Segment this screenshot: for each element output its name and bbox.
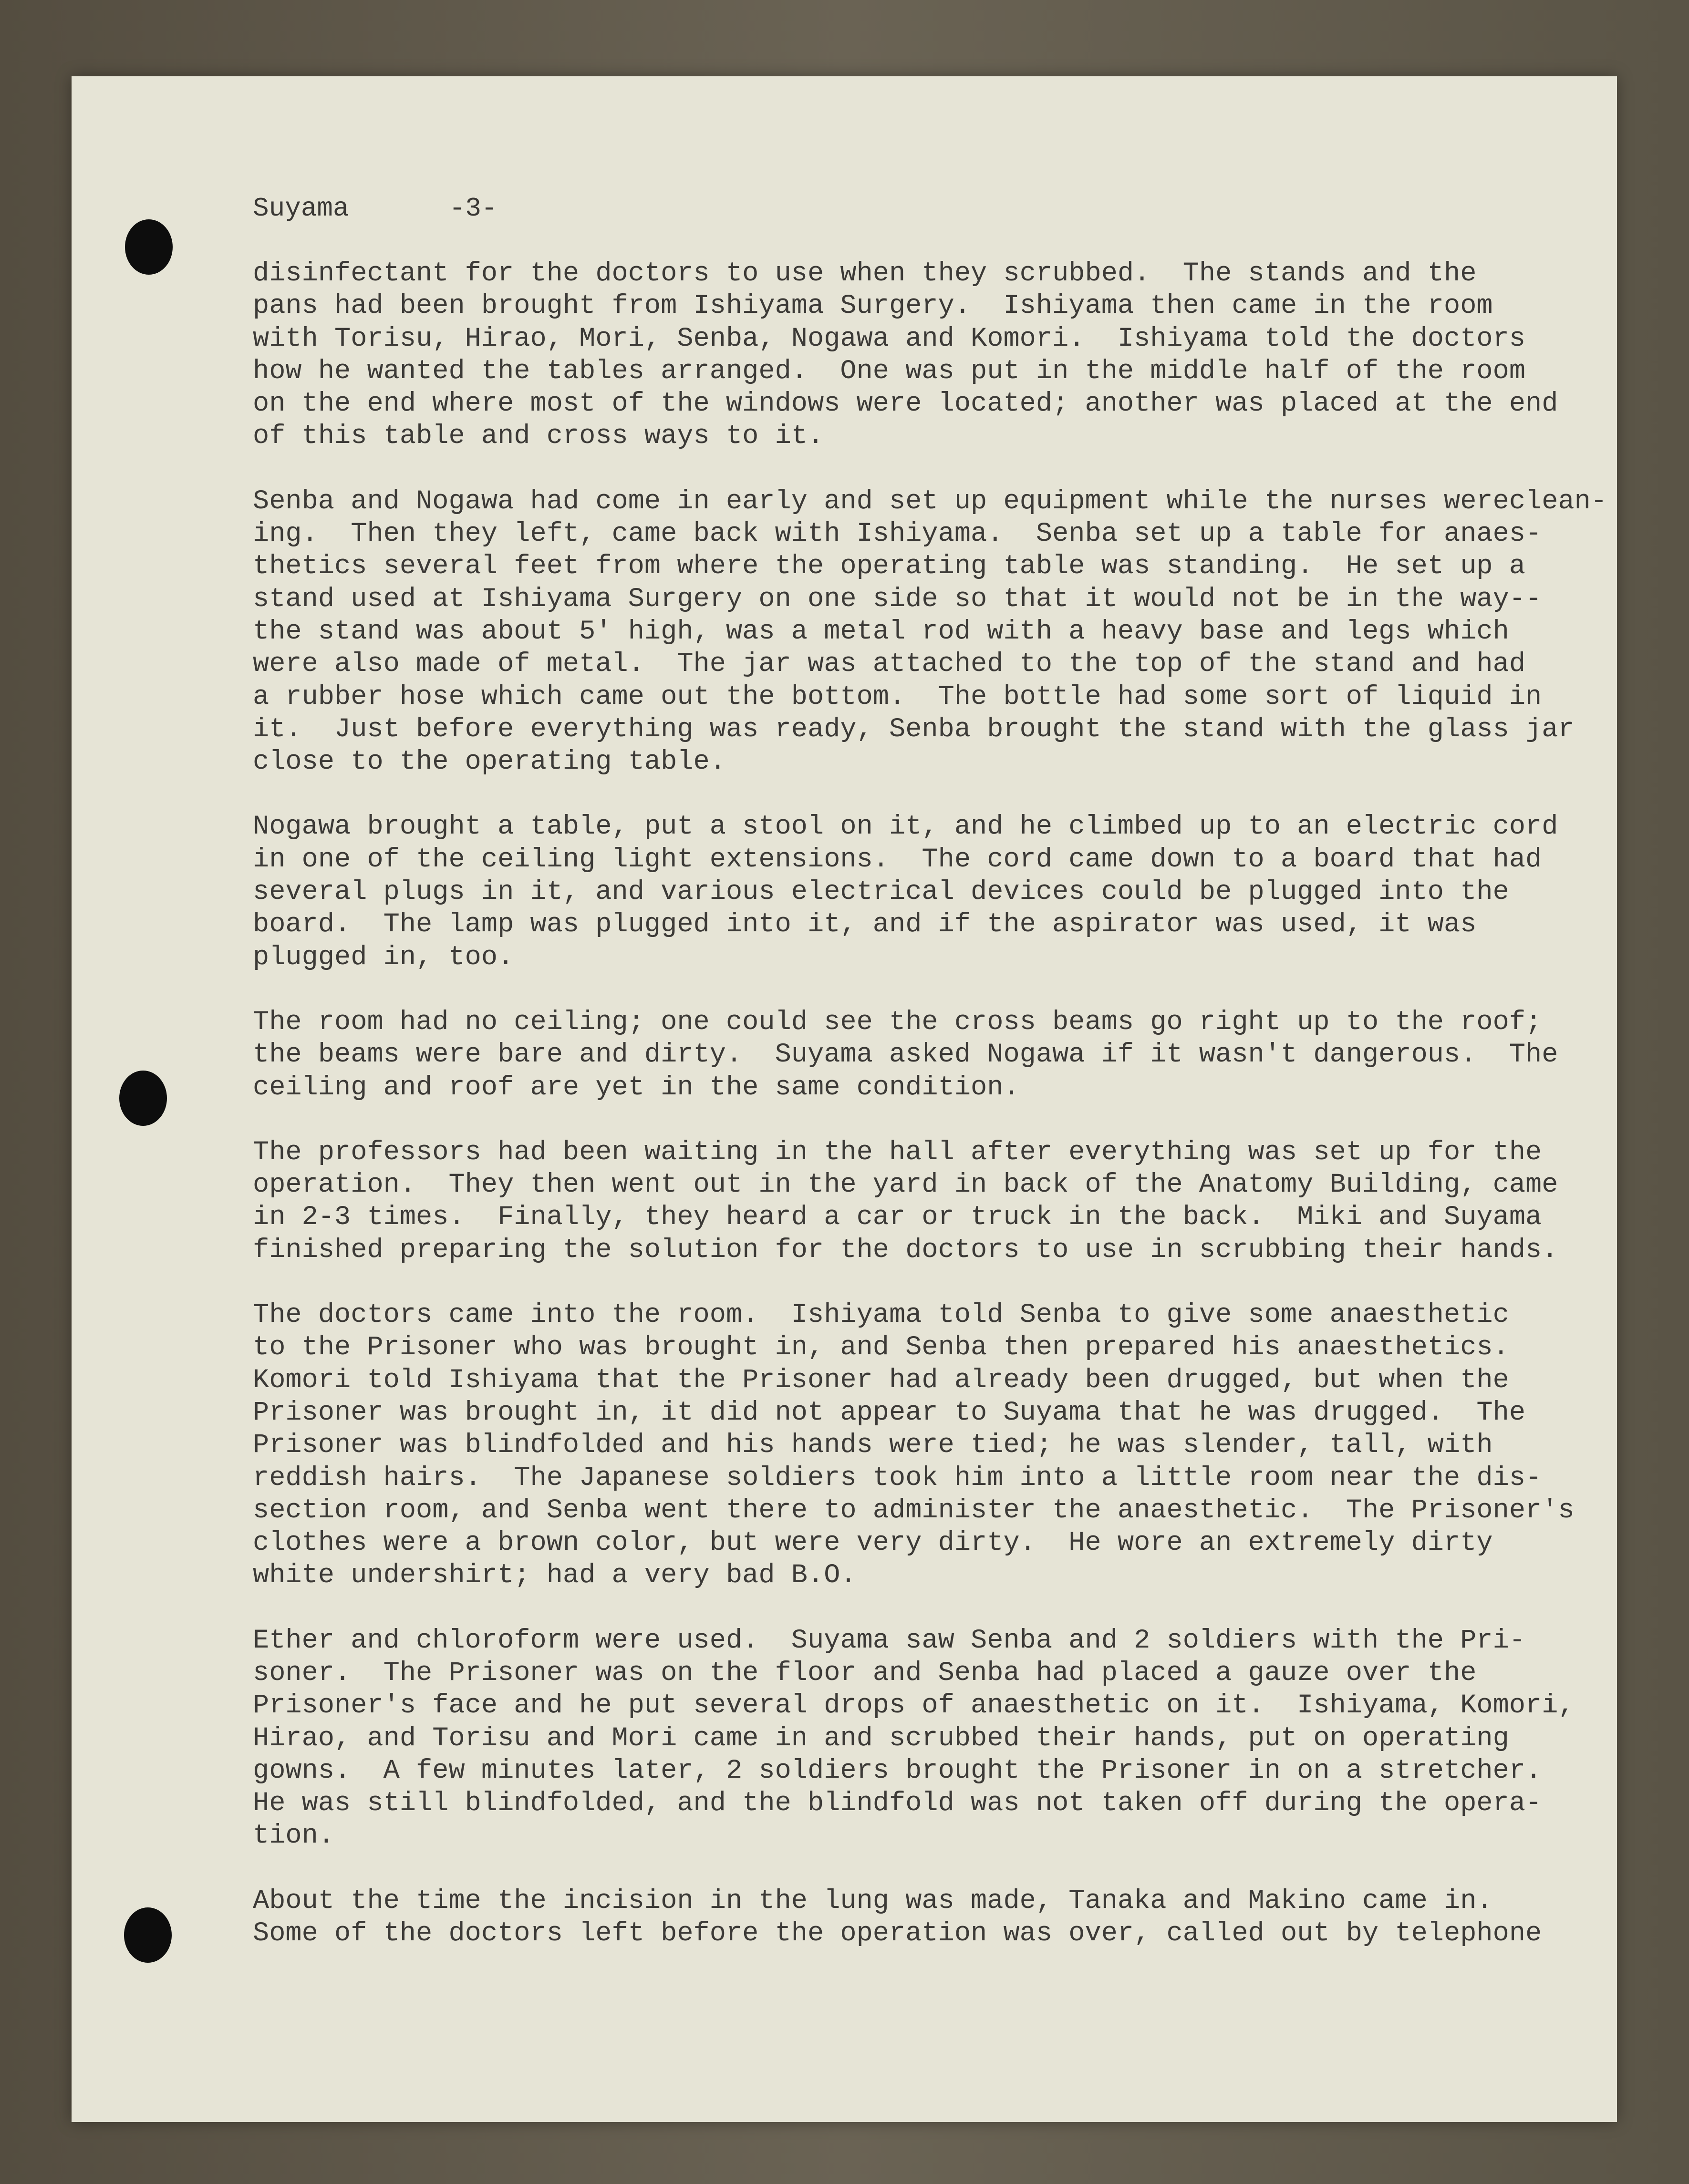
text-line: how he wanted the tables arranged. One was put in the middle half of the room xyxy=(253,356,1526,387)
text-line: soner. The Prisoner was on the floor and Senba had placed a gauze over the xyxy=(253,1658,1477,1689)
paragraph xyxy=(253,485,1636,779)
text-line: with Torisu, Hirao, Mori, Senba, Nogawa and Komori. Ishiyama told the doctors xyxy=(253,323,1526,354)
text-line: thetics several feet from where the operating table was standing. He set up a xyxy=(253,551,1526,582)
text-line: Some of the doctors left before the operation was over, called out by telephone xyxy=(253,1918,1542,1949)
punch-hole-bottom xyxy=(124,1907,172,1963)
text-line: plugged in, too. xyxy=(253,942,514,973)
text-line: The professors had been waiting in the hall after everything was set up for the xyxy=(253,1137,1542,1168)
text-line: Senba and Nogawa had come in early and set up equipment while the nurses wereclean- xyxy=(253,486,1607,517)
text-line: finished preparing the solution for the doctors to use in scrubbing their hands. xyxy=(253,1235,1558,1266)
paragraph xyxy=(253,1625,1636,1853)
text-line: The room had no ceiling; one could see the cross beams go right up to the roof; xyxy=(253,1007,1542,1038)
paragraph xyxy=(253,811,1636,973)
punch-hole-middle xyxy=(119,1071,167,1126)
text-line: tion. xyxy=(253,1821,335,1852)
text-line: disinfectant for the doctors to use when they scrubbed. The stands and the xyxy=(253,258,1477,289)
punch-hole-top xyxy=(125,219,173,275)
text-line: ceiling and roof are yet in the same condition. xyxy=(253,1072,1020,1103)
text-line: Prisoner was blindfolded and his hands were tied; he was slender, tall, with xyxy=(253,1430,1493,1461)
text-line: The doctors came into the room. Ishiyama told Senba to give some anaesthetic xyxy=(253,1300,1509,1331)
text-line: reddish hairs. The Japanese soldiers took him into a little room near the dis- xyxy=(253,1463,1542,1494)
text-line: gowns. A few minutes later, 2 soldiers brought the Prisoner in on a stretcher. xyxy=(253,1755,1542,1786)
text-line: the beams were bare and dirty. Suyama asked Nogawa if it wasn't dangerous. The xyxy=(253,1040,1558,1071)
text-line: stand used at Ishiyama Surgery on one side so that it would not be in the way-- xyxy=(253,584,1542,615)
text-line: in 2-3 times. Finally, they heard a car or truck in the back. Miki and Suyama xyxy=(253,1202,1542,1233)
text-line: on the end where most of the windows were located; another was placed at the end xyxy=(253,389,1558,420)
text-line: board. The lamp was plugged into it, and if the aspirator was used, it was xyxy=(253,909,1477,940)
text-line: Ether and chloroform were used. Suyama saw Senba and 2 soldiers with the Pri- xyxy=(253,1625,1526,1656)
page-header xyxy=(253,193,497,224)
page-number: -3- xyxy=(449,193,497,224)
text-line: clothes were a brown color, but were very dirty. He wore an extremely dirty xyxy=(253,1528,1493,1559)
text-line: it. Just before everything was ready, Senba brought the stand with the glass jar xyxy=(253,714,1575,745)
paragraph xyxy=(253,1006,1636,1104)
text-line: several plugs in it, and various electrical devices could be plugged into the xyxy=(253,877,1509,908)
paragraph xyxy=(253,1885,1636,1950)
text-line: of this table and cross ways to it. xyxy=(253,421,824,452)
text-line: Prisoner's face and he put several drops of anaesthetic on it. Ishiyama, Komori, xyxy=(253,1690,1575,1721)
typed-page xyxy=(72,76,1617,2122)
document-body xyxy=(253,258,1636,1982)
text-line: About the time the incision in the lung was made, Tanaka and Makino came in. xyxy=(253,1885,1493,1916)
text-line: white undershirt; had a very bad B.O. xyxy=(253,1560,857,1591)
header-name: Suyama xyxy=(253,193,349,224)
text-line: in one of the ceiling light extensions. The cord came down to a board that had xyxy=(253,844,1542,875)
text-line: He was still blindfolded, and the blindfold was not taken off during the opera- xyxy=(253,1788,1542,1819)
paragraph xyxy=(253,1299,1636,1592)
text-line: pans had been brought from Ishiyama Surgery. Ishiyama then came in the room xyxy=(253,291,1493,322)
text-line: ing. Then they left, came back with Ishiyama. Senba set up a table for anaes- xyxy=(253,519,1542,550)
text-line: Nogawa brought a table, put a stool on it, and he climbed up to an electric cord xyxy=(253,812,1558,843)
text-line: the stand was about 5' high, was a metal rod with a heavy base and legs which xyxy=(253,616,1509,647)
text-line: to the Prisoner who was brought in, and Senba then prepared his anaesthetics. xyxy=(253,1332,1509,1363)
text-line: Prisoner was brought in, it did not appear to Suyama that he was drugged. The xyxy=(253,1397,1526,1428)
text-line: close to the operating table. xyxy=(253,747,726,778)
text-line: a rubber hose which came out the bottom. The bottle had some sort of liquid in xyxy=(253,681,1542,712)
text-line: Hirao, and Torisu and Mori came in and scrubbed their hands, put on operating xyxy=(253,1723,1509,1754)
paragraph xyxy=(253,258,1636,453)
text-line: were also made of metal. The jar was attached to the top of the stand and had xyxy=(253,649,1526,680)
paragraph xyxy=(253,1136,1636,1267)
text-line: operation. They then went out in the yard in back of the Anatomy Building, came xyxy=(253,1170,1558,1201)
text-line: Komori told Ishiyama that the Prisoner had already been drugged, but when the xyxy=(253,1365,1509,1396)
text-line: section room, and Senba went there to administer the anaesthetic. The Prisoner's xyxy=(253,1495,1575,1526)
